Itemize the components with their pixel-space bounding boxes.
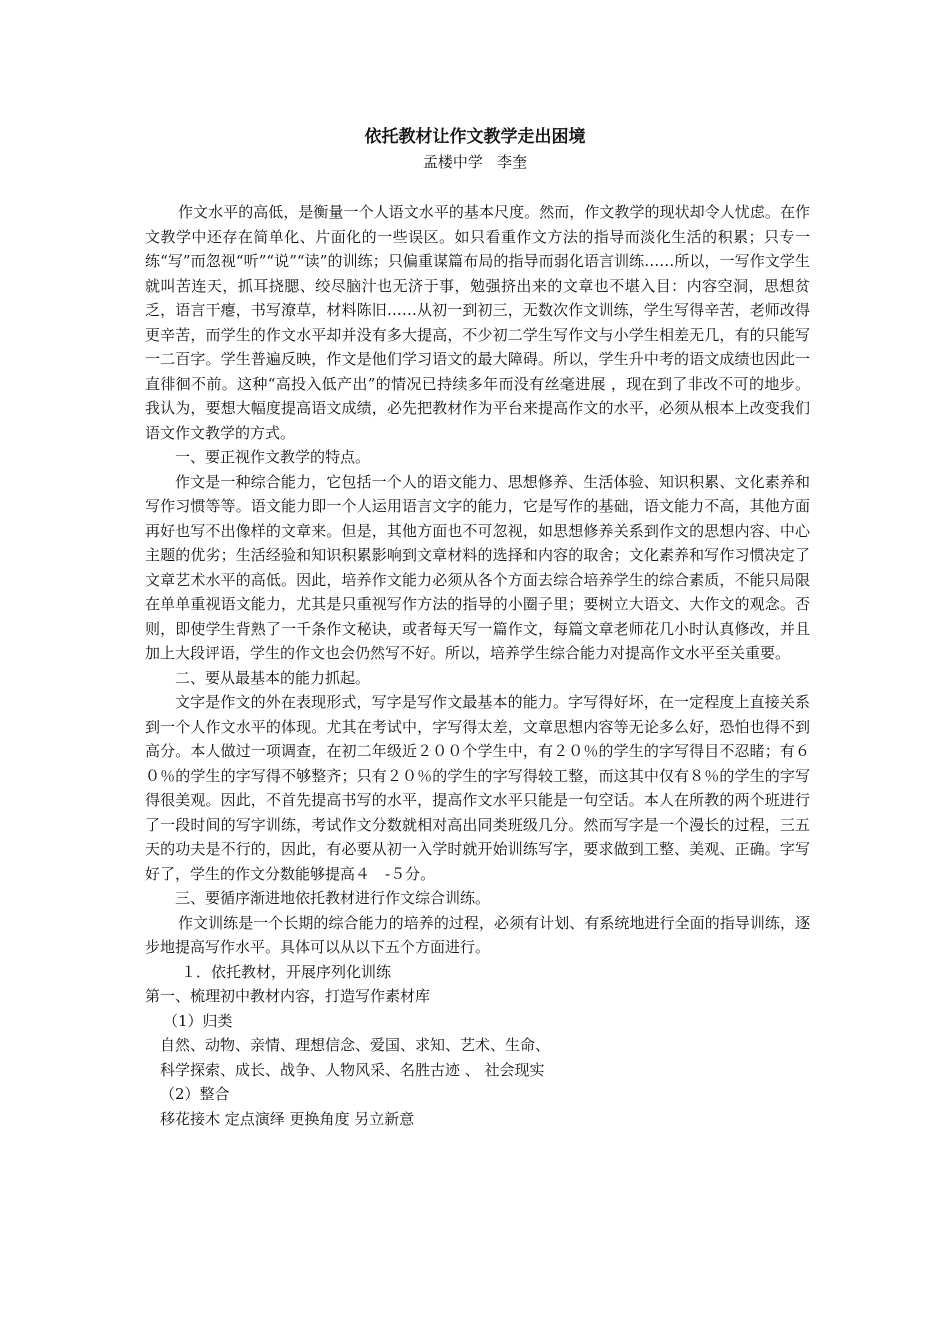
section-heading-1: 一、要正视作文教学的特点。 bbox=[175, 448, 371, 466]
integration-methods: 移花接木 定点演绎 更换角度 另立新意 bbox=[160, 1109, 415, 1128]
section-heading-3: 三、要循序渐进地依托教材进行作文综合训练。 bbox=[175, 889, 491, 907]
category-line-2: 科学探索、成长、战争、人物风采、名胜古迹 、 社会现实 bbox=[160, 1060, 545, 1079]
subheading-1: １．依托教材，开展序列化训练 bbox=[181, 962, 392, 981]
document-title: 依托教材让作文教学走出困境 bbox=[364, 127, 586, 147]
subheading-2: 第一、梳理初中教材内容，打造写作素材库 bbox=[145, 987, 431, 1005]
paragraph-section-3: 作文训练是一个长期的综合能力的培养的过程，必须有计划、有系统地进行全面的指导训练，逐步地提高写作水平。具体可以从以下五个方面进行。 bbox=[145, 913, 810, 956]
section-heading-2: 二、要从最基本的能力抓起。 bbox=[175, 668, 371, 687]
paragraph-intro: 作文水平的高低，是衡量一个人语文水平的基本尺度。然而，作文教学的现状却令人忧虑。在作文教学中还存在简单化、片面化的一些误区。如只看重作文方法的指导而淡化生活的积累；只专一练“写”而忽视“听”“说”“读”的训练；只偏重谋篇布局的指导而弱化语言训练……所以，一写作文学生就叫苦连天，抓耳挠腮、绞尽脑汁也无济于事，勉强挤出来的文章也不堪入目：内容空洞，思想贫乏，语言干瘪，书写潦草，材料陈旧……从初一到初三，无数次作文训练，学生写得辛苦，老师改得更辛苦，而学生的作文水平却并没有多大提高，不少初二学生写作文与小学生相差无几，有的只能写一二百字。学生普遍反映，作文是他们学习语文的最大障碍。所以，学生升中考的语文成绩也因此一直徘徊不前。这种“高投入低产出”的情况已持续多年而没有丝毫进展 ，现在到了非改不可的地步。我认为，要想大幅度提高语文成绩，必先把教材作为平台来提高作文的水平，必须从根本上改变我们语文作文教学的方式。 bbox=[145, 203, 810, 442]
document-body bbox=[145, 200, 810, 1131]
paragraph-section-2: 文字是作文的外在表现形式，写字是写作文最基本的能力。字写得好坏，在一定程度上直接关系到一个人作文水平的体现。尤其在考试中，字写得太差，文章思想内容等无论多么好，恐怕也得不到高分。本人做过一项调查，在初二年级近２００个学生中，有２０％的学生的字写得目不忍睹；有６０％的学生的字写得不够整齐；只有２０％的学生的字写得较工整，而这其中仅有８％的学生的字写得很美观。因此，不首先提高书写的水平，提高作文水平只能是一句空话。本人在所教的两个班进行了一段时间的写字训练，考试作文分数就相对高出同类班级几分。然而写字是一个漫长的过程，三五天的功夫是不行的，因此，有必要从初一入学时就开始训练写字，要求做到工整、美观、正确。字写好了，学生的作文分数能够提高４ -５分。 bbox=[145, 693, 810, 883]
list-label-1: （1）归类 bbox=[163, 1011, 233, 1030]
list-label-2: （2）整合 bbox=[160, 1085, 230, 1103]
paragraph-section-1: 作文是一种综合能力，它包括一个人的语文能力、思想修养、生活体验、知识积累、文化素养和写作习惯等等。语文能力即一个人运用语言文字的能力，它是写作的基础，语文能力不高，其他方面再好也写不出像样的文章来。但是，其他方面也不可忽视，如思想修养关系到作文的思想内容、中心主题的优劣；生活经验和知识积累影响到文章材料的选择和内容的取舍；文化素养和写作习惯决定了文章艺术水平的高低。因此，培养作文能力必须从各个方面去综合培养学生的综合素质，不能只局限在单单重视语文能力，尤其是只重视写作方法的指导的小圈子里；要树立大语文、大作文的观念。否则，即使学生背熟了一千条作文秘诀，或者每天写一篇作文，每篇文章老师花几小时认真修改，并且加上大段评语，学生的作文也会仍然写不好。所以，培养学生综合能力对提高作文水平至关重要。 bbox=[145, 472, 810, 662]
category-line-1: 自然、动物、亲情、理想信念、爱国、求知、艺术、生命、 bbox=[160, 1036, 551, 1054]
document-author: 孟楼中学 李奎 bbox=[422, 153, 528, 171]
